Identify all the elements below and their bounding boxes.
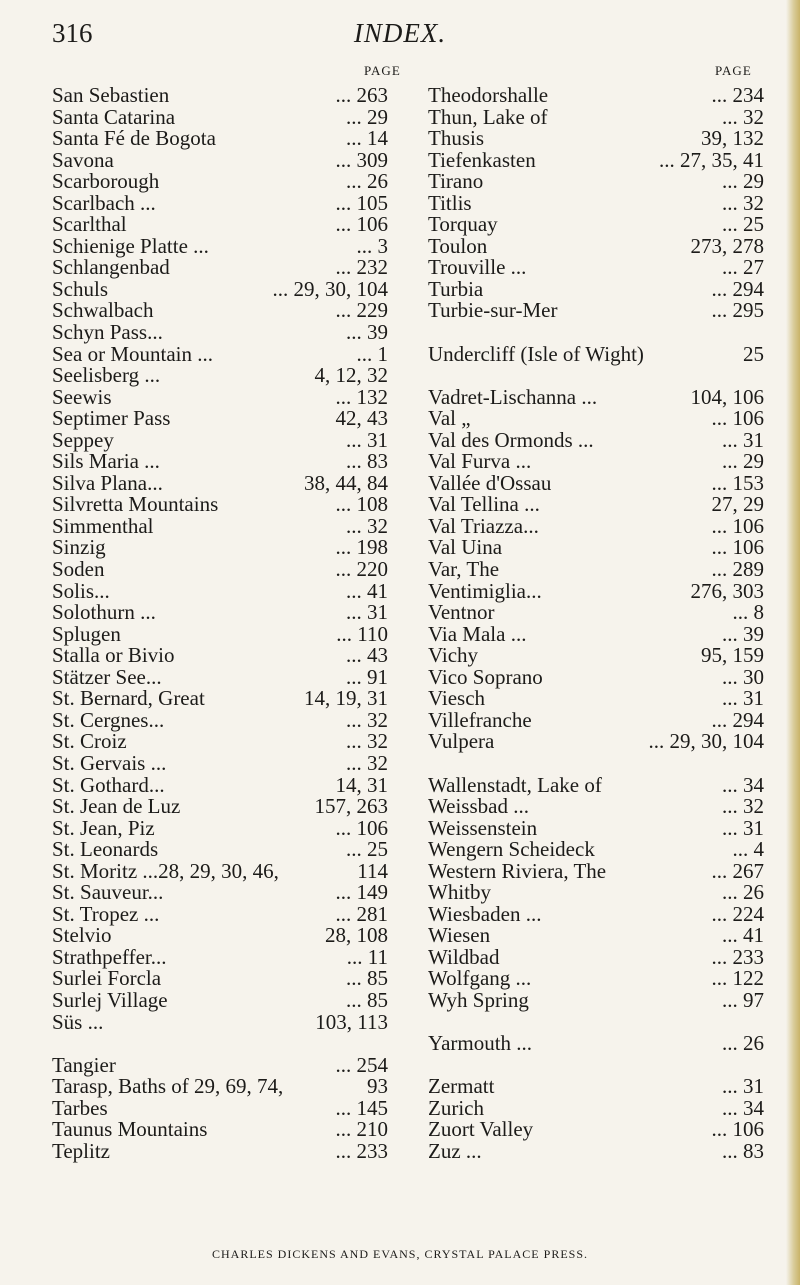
entry-pages: ... 234 xyxy=(711,83,764,107)
entry-pages: ... 41 xyxy=(346,578,388,603)
index-entry xyxy=(428,494,764,516)
entry-pages: ... 281 xyxy=(335,901,388,926)
index-entry xyxy=(52,664,388,689)
entry-name: St. Cergnes... xyxy=(52,707,165,732)
entry-name: Zurich xyxy=(428,1095,484,1120)
entry-name: St. Croiz xyxy=(52,729,127,754)
entry-pages: ... 31 xyxy=(722,686,764,711)
entry-pages: ... 34 xyxy=(722,1095,764,1120)
entry-pages: ... 110 xyxy=(336,621,388,646)
index-entry xyxy=(52,147,388,172)
entry-name: Santa Catarina xyxy=(52,104,176,129)
entry-pages: ... 309 xyxy=(335,147,388,172)
entry-name: Soden xyxy=(52,557,105,582)
entry-name: Val Furva ... xyxy=(428,449,532,474)
entry-name: Wildbad xyxy=(428,944,500,969)
entry-pages: ... 1 xyxy=(356,341,388,366)
entry-pages: ... 106 xyxy=(711,406,764,431)
entry-name: Sea or Mountain ... xyxy=(52,341,213,366)
index-entry xyxy=(52,1119,388,1141)
index-entry xyxy=(52,772,388,797)
index-entry xyxy=(428,578,764,603)
entry-pages: ... 233 xyxy=(711,944,764,969)
entry-name: Septimer Pass xyxy=(52,406,171,431)
entry-name: Vallée d'Ossau xyxy=(428,470,552,495)
entry-pages: ... 31 xyxy=(346,427,388,452)
entry-name: Zermatt xyxy=(428,1074,495,1099)
entry-pages: 42, 43 xyxy=(335,406,388,431)
index-entry xyxy=(52,408,388,430)
index-entry xyxy=(52,300,388,322)
entry-name: Tiefenkasten xyxy=(428,147,536,172)
entry-name: Schlangenbad xyxy=(52,255,170,280)
section-gap xyxy=(428,753,764,775)
index-entry xyxy=(428,128,764,150)
entry-pages: ... 145 xyxy=(335,1095,388,1120)
entry-name: Zuort Valley xyxy=(428,1117,534,1142)
entry-name: Whitby xyxy=(428,880,491,905)
entry-name: Surlej Village xyxy=(52,987,168,1012)
entry-pages: ... 97 xyxy=(722,987,764,1012)
index-entry xyxy=(428,731,764,753)
printer-imprint: CHARLES DICKENS AND EVANS, CRYSTAL PALACE PRESS. xyxy=(212,1247,588,1261)
index-entry xyxy=(52,987,388,1012)
index-entry xyxy=(52,559,388,581)
entry-pages: ... 153 xyxy=(711,470,764,495)
index-entry xyxy=(52,839,388,861)
entry-name: Schienige Platte ... xyxy=(52,233,209,258)
index-entry xyxy=(52,322,388,344)
entry-pages: ... 83 xyxy=(722,1138,764,1163)
index-entry xyxy=(428,104,764,129)
entry-name: Silva Plana... xyxy=(52,470,163,495)
entry-pages: ... 29, 30, 104 xyxy=(648,729,764,754)
entry-pages: ... 41 xyxy=(722,923,764,948)
entry-name: Tarasp, Baths of 29, 69, 74, xyxy=(52,1074,284,1099)
index-entry xyxy=(428,300,764,322)
entry-pages: ... 29 xyxy=(346,104,388,129)
entry-name: Thusis xyxy=(428,126,485,151)
index-entry xyxy=(52,968,388,990)
index-entry xyxy=(428,147,764,172)
entry-pages: ... 108 xyxy=(335,492,388,517)
index-entry xyxy=(428,688,764,710)
entry-name: Yarmouth ... xyxy=(428,1031,533,1056)
index-entry xyxy=(52,470,388,495)
entry-pages: ... 29 xyxy=(722,169,764,194)
index-entry xyxy=(428,858,764,883)
entry-pages: ... 122 xyxy=(711,966,764,991)
entry-pages: 114 xyxy=(357,858,388,883)
index-entry xyxy=(52,1095,388,1120)
entry-pages: ... 106 xyxy=(711,1117,764,1142)
index-entry xyxy=(52,128,388,150)
index-entry xyxy=(52,276,388,301)
entry-name: Seewis xyxy=(52,384,112,409)
entry-name: Tangier xyxy=(52,1052,116,1077)
entry-name: Stätzer See... xyxy=(52,664,162,689)
entry-pages: ... 294 xyxy=(711,276,764,301)
index-entry xyxy=(52,1138,388,1163)
index-entry xyxy=(52,578,388,603)
index-entry xyxy=(52,427,388,452)
index-entry xyxy=(428,968,764,990)
index-entry xyxy=(428,944,764,969)
entry-pages: ... 26 xyxy=(346,169,388,194)
index-entry xyxy=(428,882,764,904)
entry-pages: ... 39 xyxy=(722,621,764,646)
section-gap xyxy=(428,1012,764,1034)
entry-name: Solothurn ... xyxy=(52,600,156,625)
entry-name: Weissbad ... xyxy=(428,794,529,819)
entry-pages: ... 233 xyxy=(335,1138,388,1163)
entry-pages: ... 31 xyxy=(346,600,388,625)
entry-pages: ... 294 xyxy=(711,707,764,732)
entry-pages: ... 8 xyxy=(732,600,764,625)
entry-name: Wengern Scheideck xyxy=(428,837,595,862)
index-entry xyxy=(428,85,764,107)
index-entry xyxy=(52,602,388,624)
entry-pages: ... 289 xyxy=(711,557,764,582)
entry-pages: ... 254 xyxy=(335,1052,388,1077)
entry-name: Splugen xyxy=(52,621,121,646)
index-entry xyxy=(52,171,388,193)
entry-name: Sinzig xyxy=(52,535,106,560)
entry-name: Weissenstein xyxy=(428,815,538,840)
index-entry xyxy=(52,796,388,818)
entry-pages: ... 32 xyxy=(722,794,764,819)
entry-pages: ... 34 xyxy=(722,772,764,797)
entry-pages: ... 83 xyxy=(346,449,388,474)
entry-name: Scarlbach ... xyxy=(52,190,156,215)
entry-name: Strathpeffer... xyxy=(52,944,167,969)
index-entry xyxy=(52,233,388,258)
entry-name: Vichy xyxy=(428,643,479,668)
entry-name: Solis... xyxy=(52,578,110,603)
index-entry xyxy=(428,1076,764,1098)
entry-pages: ... 32 xyxy=(722,190,764,215)
entry-pages: ... 85 xyxy=(346,987,388,1012)
index-entry xyxy=(52,944,388,969)
entry-pages: ... 32 xyxy=(346,513,388,538)
entry-pages: 95, 159 xyxy=(701,643,764,668)
index-entry xyxy=(428,341,764,366)
entry-pages: ... 106 xyxy=(335,815,388,840)
entry-name: Theodorshalle xyxy=(428,83,549,107)
index-entry xyxy=(428,901,764,926)
entry-name: Taunus Mountains xyxy=(52,1117,208,1142)
index-entry xyxy=(52,621,388,646)
index-entry xyxy=(52,858,388,883)
entry-pages: 39, 132 xyxy=(701,126,764,151)
entry-name: Wiesbaden ... xyxy=(428,901,542,926)
entry-pages: 14, 31 xyxy=(335,772,388,797)
entry-pages: ... 210 xyxy=(335,1117,388,1142)
index-entry xyxy=(428,470,764,495)
index-entry xyxy=(52,750,388,775)
entry-pages: 157, 263 xyxy=(314,794,388,819)
entry-name: Süs ... xyxy=(52,1009,104,1034)
index-entry xyxy=(428,513,764,538)
entry-name: Teplitz xyxy=(52,1138,111,1163)
entry-name: Stalla or Bivio xyxy=(52,643,175,668)
entry-pages: ... 25 xyxy=(722,212,764,237)
index-entry xyxy=(428,257,764,279)
entry-pages: ... 27, 35, 41 xyxy=(659,147,764,172)
entry-pages: ... 31 xyxy=(722,427,764,452)
entry-pages: ... 26 xyxy=(722,880,764,905)
entry-name: Torquay xyxy=(428,212,498,237)
entry-pages: ... 32 xyxy=(346,707,388,732)
entry-name: Zuz ... xyxy=(428,1138,482,1163)
index-entry xyxy=(428,171,764,193)
entry-name: Wallenstadt, Lake of xyxy=(428,772,602,797)
entry-pages: ... 29, 30, 104 xyxy=(272,276,388,301)
entry-pages: ... 32 xyxy=(346,729,388,754)
entry-name: Via Mala ... xyxy=(428,621,527,646)
index-entry xyxy=(52,513,388,538)
entry-name: St. Moritz ...28, 29, 30, 46, xyxy=(52,858,279,883)
index-entry xyxy=(52,645,388,667)
entry-name: San Sebastien xyxy=(52,83,170,107)
entry-name: Val Uina xyxy=(428,535,503,560)
index-entry xyxy=(52,815,388,840)
entry-pages: ... 106 xyxy=(335,212,388,237)
left-page-column-header: PAGE xyxy=(364,63,401,78)
index-entry xyxy=(428,707,764,732)
entry-pages: ... 31 xyxy=(722,1074,764,1099)
entry-name: Tirano xyxy=(428,169,484,194)
index-entry xyxy=(52,494,388,516)
entry-pages: ... 263 xyxy=(335,83,388,107)
index-entry xyxy=(52,1052,388,1077)
entry-pages: ... 3 xyxy=(356,233,388,258)
entry-name: Vulpera xyxy=(428,729,495,754)
index-entry xyxy=(428,276,764,301)
entry-pages: ... 91 xyxy=(346,664,388,689)
index-entry xyxy=(428,645,764,667)
entry-pages: ... 106 xyxy=(711,513,764,538)
entry-name: Ventimiglia... xyxy=(428,578,542,603)
index-entry xyxy=(52,384,388,409)
index-entry xyxy=(52,707,388,732)
entry-pages: ... 43 xyxy=(346,643,388,668)
index-entry xyxy=(428,839,764,861)
entry-pages: ... 30 xyxy=(722,664,764,689)
entry-pages: 25 xyxy=(743,341,764,366)
index-entry xyxy=(428,602,764,624)
entry-name: Scarborough xyxy=(52,169,160,194)
index-entry xyxy=(428,925,764,947)
entry-name: Thun, Lake of xyxy=(428,104,548,129)
index-entry xyxy=(428,621,764,646)
entry-name: Ventnor xyxy=(428,600,495,625)
section-gap xyxy=(428,365,764,387)
entry-name: Seppey xyxy=(52,427,114,452)
entry-name: St. Leonards xyxy=(52,837,159,862)
entry-pages: ... 25 xyxy=(346,837,388,862)
index-entry xyxy=(428,772,764,797)
entry-name: St. Jean, Piz xyxy=(52,815,155,840)
entry-pages: ... 26 xyxy=(722,1031,764,1056)
entry-name: St. Gervais ... xyxy=(52,750,167,775)
section-gap xyxy=(52,1033,388,1055)
entry-pages: 273, 278 xyxy=(690,233,764,258)
page-edge xyxy=(786,0,800,1285)
entry-name: Wiesen xyxy=(428,923,491,948)
index-entry xyxy=(52,190,388,215)
index-entry xyxy=(52,537,388,559)
entry-pages: ... 39 xyxy=(346,320,388,345)
entry-pages: ... 220 xyxy=(335,557,388,582)
index-entry xyxy=(52,451,388,473)
entry-name: Scarlthal xyxy=(52,212,127,237)
entry-name: Val Tellina ... xyxy=(428,492,540,517)
entry-pages: ... 4 xyxy=(732,837,764,862)
index-entry xyxy=(428,537,764,559)
index-entry xyxy=(428,384,764,409)
entry-name: Santa Fé de Bogota xyxy=(52,126,216,151)
entry-name: Turbia xyxy=(428,276,484,301)
entry-pages: ... 229 xyxy=(335,298,388,323)
index-entry xyxy=(428,1138,764,1163)
index-entry xyxy=(52,1009,388,1034)
entry-pages: 27, 29 xyxy=(711,492,764,517)
index-entry xyxy=(428,451,764,473)
entry-name: Viesch xyxy=(428,686,486,711)
index-entry xyxy=(52,901,388,926)
index-entry xyxy=(52,1076,388,1098)
entry-pages: 14, 19, 31 xyxy=(304,686,388,711)
entry-name: Western Riviera, The xyxy=(428,858,607,883)
entry-name: Tarbes xyxy=(52,1095,108,1120)
entry-name: Titlis xyxy=(428,190,472,215)
entry-pages: ... 27 xyxy=(722,255,764,280)
entry-name: Surlei Forcla xyxy=(52,966,162,991)
entry-name: St. Sauveur... xyxy=(52,880,164,905)
entry-pages: 93 xyxy=(367,1074,388,1099)
index-entry xyxy=(52,85,388,107)
entry-pages: ... 32 xyxy=(722,104,764,129)
index-entry xyxy=(52,925,388,947)
entry-pages: ... 85 xyxy=(346,966,388,991)
index-entry xyxy=(428,1119,764,1141)
entry-name: Var, The xyxy=(428,557,500,582)
entry-name: Simmenthal xyxy=(52,513,154,538)
entry-pages: 28, 108 xyxy=(325,923,388,948)
entry-name: Savona xyxy=(52,147,114,172)
entry-name: Schwalbach xyxy=(52,298,154,323)
entry-pages: ... 31 xyxy=(722,815,764,840)
entry-name: St. Gothard... xyxy=(52,772,165,797)
index-entry xyxy=(428,987,764,1012)
entry-name: St. Jean de Luz xyxy=(52,794,181,819)
entry-pages: ... 198 xyxy=(335,535,388,560)
index-entry xyxy=(52,257,388,279)
entry-pages: ... 29 xyxy=(722,449,764,474)
index-entry xyxy=(428,664,764,689)
entry-name: St. Bernard, Great xyxy=(52,686,205,711)
index-entry xyxy=(52,214,388,236)
entry-name: Trouville ... xyxy=(428,255,527,280)
entry-name: Schuls xyxy=(52,276,109,301)
index-entry xyxy=(428,796,764,818)
index-entry xyxy=(52,731,388,753)
entry-pages: 103, 113 xyxy=(315,1009,388,1034)
entry-pages: ... 32 xyxy=(346,750,388,775)
entry-name: Seelisberg ... xyxy=(52,363,161,388)
entry-pages: ... 267 xyxy=(711,858,764,883)
entry-name: Vico Soprano xyxy=(428,664,543,689)
index-entry xyxy=(428,427,764,452)
left-index-column xyxy=(52,85,388,1162)
entry-name: Wyh Spring xyxy=(428,987,529,1012)
entry-name: Silvretta Mountains xyxy=(52,492,219,517)
entry-name: Villefranche xyxy=(428,707,532,732)
running-header: INDEX. xyxy=(353,18,447,48)
entry-pages: ... 105 xyxy=(335,190,388,215)
entry-pages: ... 149 xyxy=(335,880,388,905)
index-entry xyxy=(428,214,764,236)
entry-name: Toulon xyxy=(428,233,488,258)
entry-name: Turbie-sur-Mer xyxy=(428,298,558,323)
index-entry xyxy=(52,882,388,904)
entry-pages: ... 14 xyxy=(346,126,388,151)
entry-pages: ... 11 xyxy=(346,944,388,969)
entry-name: St. Tropez ... xyxy=(52,901,160,926)
entry-name: Sils Maria ... xyxy=(52,449,160,474)
index-entry xyxy=(428,233,764,258)
entry-name: Undercliff (Isle of Wight) xyxy=(428,341,644,366)
entry-name: Wolfgang ... xyxy=(428,966,532,991)
section-gap xyxy=(428,322,764,344)
index-entry xyxy=(428,190,764,215)
entry-pages: 276, 303 xyxy=(690,578,764,603)
entry-pages: ... 224 xyxy=(711,901,764,926)
right-index-column xyxy=(428,85,764,1162)
index-entry xyxy=(428,1095,764,1120)
index-entry xyxy=(52,688,388,710)
entry-pages: 38, 44, 84 xyxy=(304,470,388,495)
index-entry xyxy=(52,341,388,366)
index-entry xyxy=(428,408,764,430)
entry-pages: ... 295 xyxy=(711,298,764,323)
entry-pages: ... 232 xyxy=(335,255,388,280)
index-entry xyxy=(428,559,764,581)
entry-name: Schyn Pass... xyxy=(52,320,163,345)
entry-name: Val „ xyxy=(428,406,471,431)
index-entry xyxy=(52,104,388,129)
entry-name: Val Triazza... xyxy=(428,513,539,538)
index-entry xyxy=(52,365,388,387)
entry-pages: 104, 106 xyxy=(690,384,764,409)
entry-pages: ... 106 xyxy=(711,535,764,560)
entry-pages: 4, 12, 32 xyxy=(314,363,388,388)
section-gap xyxy=(428,1055,764,1077)
index-entry xyxy=(428,815,764,840)
right-page-column-header: PAGE xyxy=(715,63,752,78)
entry-pages: ... 132 xyxy=(335,384,388,409)
index-entry xyxy=(428,1033,764,1055)
entry-name: Stelvio xyxy=(52,923,112,948)
entry-name: Val des Ormonds ... xyxy=(428,427,594,452)
page-number: 316 xyxy=(52,18,93,48)
entry-name: Vadret-Lischanna ... xyxy=(428,384,598,409)
